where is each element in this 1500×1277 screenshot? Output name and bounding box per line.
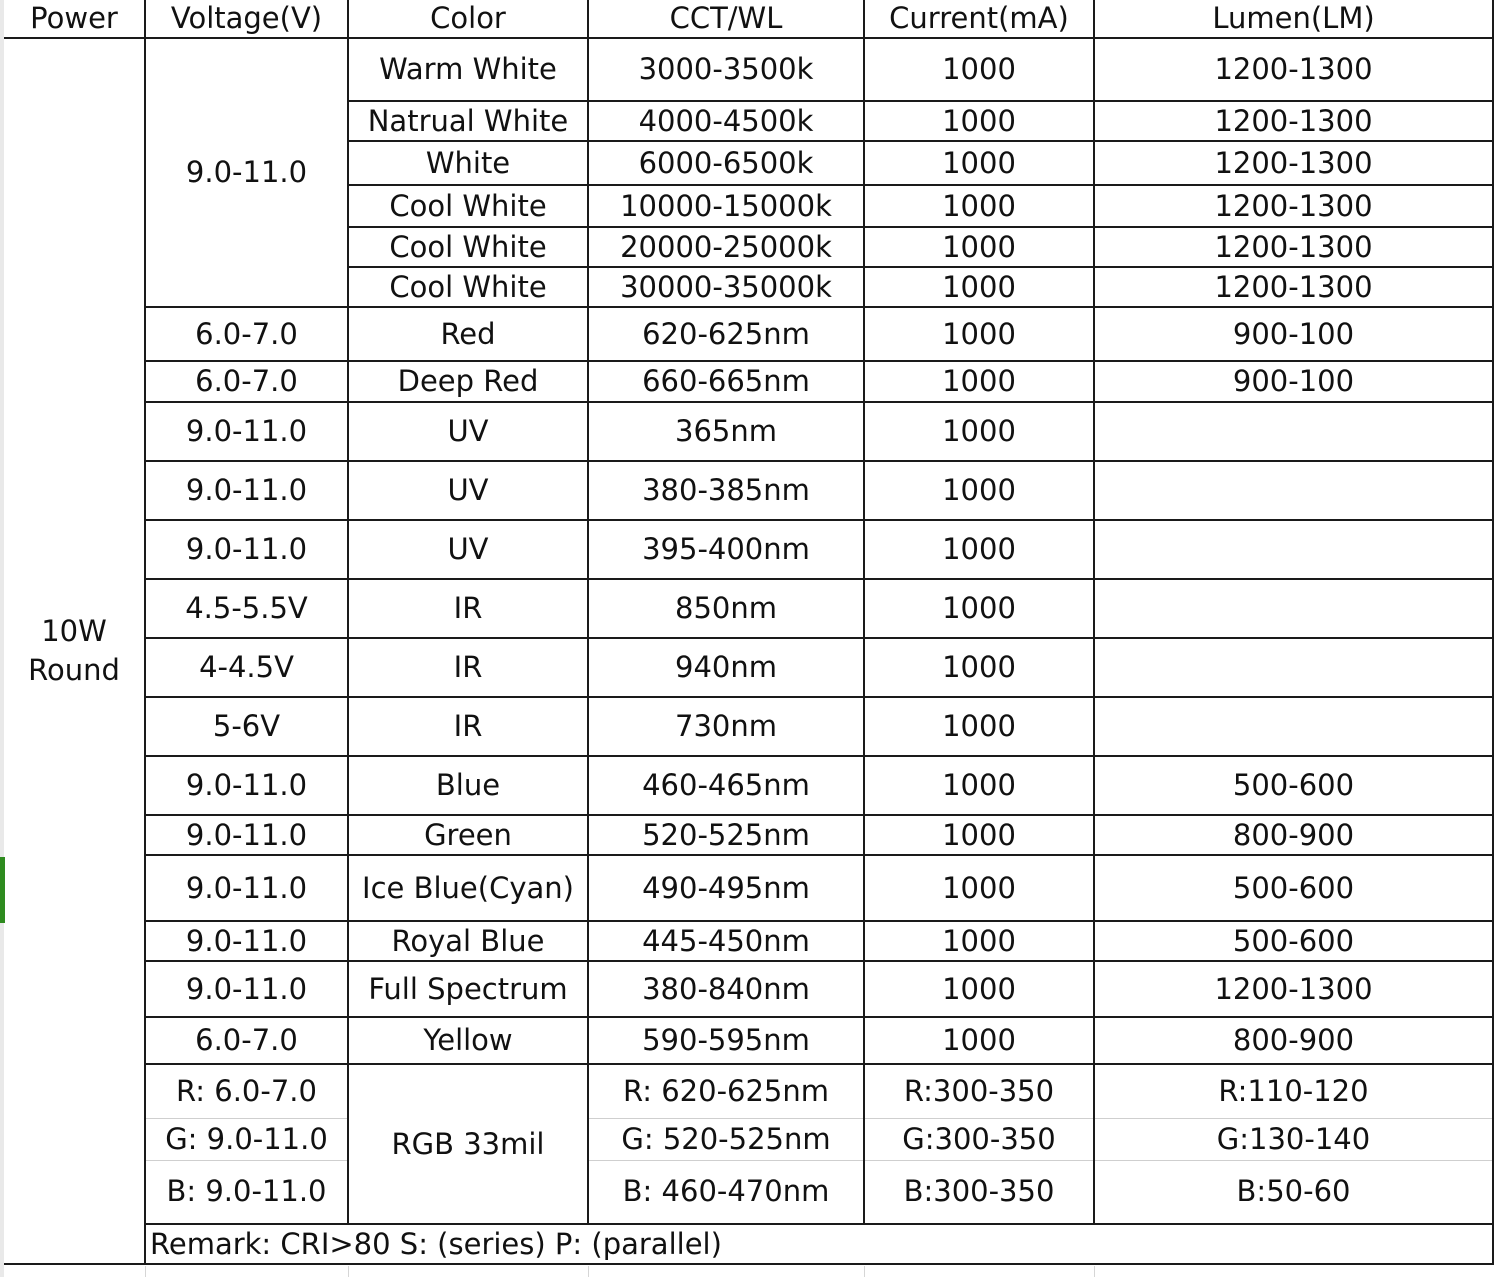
header-cct-wl: CCT/WL: [588, 0, 864, 38]
color-cell: White: [348, 141, 588, 185]
color-cell: Cool White: [348, 227, 588, 267]
lumen-cell: 800-900: [1094, 1017, 1493, 1064]
rgb-lumen-r: R:110-120: [1094, 1064, 1493, 1118]
power-value: 10W: [41, 613, 107, 648]
header-lumen: Lumen(LM): [1094, 0, 1493, 38]
current-cell: 1000: [864, 461, 1094, 520]
current-cell: 1000: [864, 815, 1094, 855]
current-cell: 1000: [864, 579, 1094, 638]
color-cell: Deep Red: [348, 361, 588, 402]
lumen-cell: 800-900: [1094, 815, 1493, 855]
voltage-cell: 6.0-7.0: [145, 361, 348, 402]
current-cell: 1000: [864, 855, 1094, 921]
table-row: [4, 520, 1493, 579]
cct-cell: 460-465nm: [588, 756, 864, 815]
cct-cell: 380-385nm: [588, 461, 864, 520]
current-cell: 1000: [864, 921, 1094, 961]
lumen-cell: 500-600: [1094, 855, 1493, 921]
rgb-row: [4, 1064, 1493, 1118]
rgb-current-g: G:300-350: [864, 1118, 1094, 1160]
table-row: [4, 307, 1493, 361]
table-row: [4, 815, 1493, 855]
gridline: [588, 1266, 589, 1277]
led-spec-table: [4, 0, 1494, 1265]
lumen-cell: 1200-1300: [1094, 101, 1493, 141]
cct-cell: 380-840nm: [588, 961, 864, 1017]
rgb-cct-r: R: 620-625nm: [588, 1064, 864, 1118]
gridline: [145, 1266, 146, 1277]
table-row: [4, 402, 1493, 461]
current-cell: 1000: [864, 756, 1094, 815]
rgb-current-r: R:300-350: [864, 1064, 1094, 1118]
color-cell: UV: [348, 461, 588, 520]
lumen-cell: 1200-1300: [1094, 38, 1493, 101]
voltage-cell: 9.0-11.0: [145, 855, 348, 921]
table-row: [4, 697, 1493, 756]
lumen-cell: 1200-1300: [1094, 961, 1493, 1017]
voltage-cell: 6.0-7.0: [145, 1017, 348, 1064]
table-row: [4, 921, 1493, 961]
voltage-cell: 4.5-5.5V: [145, 579, 348, 638]
gridline: [1094, 1266, 1095, 1277]
current-cell: 1000: [864, 227, 1094, 267]
lumen-cell: 1200-1300: [1094, 141, 1493, 185]
gridline: [348, 1266, 349, 1277]
cct-cell: 520-525nm: [588, 815, 864, 855]
current-cell: 1000: [864, 307, 1094, 361]
lumen-cell: 900-100: [1094, 307, 1493, 361]
current-cell: 1000: [864, 361, 1094, 402]
rgb-color-cell: RGB 33mil: [348, 1064, 588, 1224]
table-row: [4, 638, 1493, 697]
voltage-cell: 9.0-11.0: [145, 815, 348, 855]
rgb-voltage-b: B: 9.0-11.0: [145, 1160, 348, 1224]
table-row: [4, 579, 1493, 638]
voltage-cell: 9.0-11.0: [145, 520, 348, 579]
remark-text: Remark: CRI>80 S: (series) P: (parallel): [145, 1224, 1493, 1264]
current-cell: 1000: [864, 697, 1094, 756]
cct-cell: 850nm: [588, 579, 864, 638]
color-cell: UV: [348, 520, 588, 579]
header-row: [4, 0, 1493, 38]
rgb-lumen-g: G:130-140: [1094, 1118, 1493, 1160]
rgb-row: [4, 1160, 1493, 1224]
table-row: [4, 461, 1493, 520]
cct-cell: 620-625nm: [588, 307, 864, 361]
rgb-cct-g: G: 520-525nm: [588, 1118, 864, 1160]
cct-cell: 6000-6500k: [588, 141, 864, 185]
color-cell: IR: [348, 697, 588, 756]
lumen-cell: 1200-1300: [1094, 267, 1493, 307]
cct-cell: 730nm: [588, 697, 864, 756]
voltage-cell: 9.0-11.0: [145, 756, 348, 815]
current-cell: 1000: [864, 185, 1094, 227]
lumen-cell: [1094, 579, 1493, 638]
color-cell: Royal Blue: [348, 921, 588, 961]
current-cell: 1000: [864, 38, 1094, 101]
cct-cell: 20000-25000k: [588, 227, 864, 267]
color-cell: Red: [348, 307, 588, 361]
color-cell: IR: [348, 638, 588, 697]
table-row: [4, 961, 1493, 1017]
cct-cell: 4000-4500k: [588, 101, 864, 141]
color-cell: Green: [348, 815, 588, 855]
current-cell: 1000: [864, 101, 1094, 141]
voltage-cell: 6.0-7.0: [145, 307, 348, 361]
table-row: [4, 38, 1493, 101]
voltage-cell: 9.0-11.0: [145, 38, 348, 307]
voltage-cell: 9.0-11.0: [145, 461, 348, 520]
current-cell: 1000: [864, 520, 1094, 579]
cct-cell: 660-665nm: [588, 361, 864, 402]
current-cell: 1000: [864, 961, 1094, 1017]
lumen-cell: [1094, 402, 1493, 461]
rgb-lumen-b: B:50-60: [1094, 1160, 1493, 1224]
color-cell: IR: [348, 579, 588, 638]
current-cell: 1000: [864, 141, 1094, 185]
cct-cell: 445-450nm: [588, 921, 864, 961]
voltage-cell: 9.0-11.0: [145, 921, 348, 961]
cct-cell: 30000-35000k: [588, 267, 864, 307]
lumen-cell: [1094, 697, 1493, 756]
lumen-cell: [1094, 520, 1493, 579]
rgb-row: [4, 1118, 1493, 1160]
color-cell: Yellow: [348, 1017, 588, 1064]
table-row: [4, 1017, 1493, 1064]
color-cell: Warm White: [348, 38, 588, 101]
lumen-cell: 500-600: [1094, 756, 1493, 815]
cct-cell: 365nm: [588, 402, 864, 461]
rgb-cct-b: B: 460-470nm: [588, 1160, 864, 1224]
table-row: [4, 361, 1493, 402]
table-row: [4, 855, 1493, 921]
current-cell: 1000: [864, 638, 1094, 697]
current-cell: 1000: [864, 402, 1094, 461]
table-row: [4, 756, 1493, 815]
cct-cell: 940nm: [588, 638, 864, 697]
lumen-cell: 1200-1300: [1094, 185, 1493, 227]
power-cell: [4, 38, 145, 1264]
header-power: Power: [4, 0, 145, 38]
lumen-cell: 500-600: [1094, 921, 1493, 961]
lumen-cell: 1200-1300: [1094, 227, 1493, 267]
header-color: Color: [348, 0, 588, 38]
header-voltage: Voltage(V): [145, 0, 348, 38]
header-current: Current(mA): [864, 0, 1094, 38]
gridline: [864, 1266, 865, 1277]
remark-row: [4, 1224, 1493, 1264]
cct-cell: 490-495nm: [588, 855, 864, 921]
current-cell: 1000: [864, 1017, 1094, 1064]
color-cell: UV: [348, 402, 588, 461]
lumen-cell: [1094, 638, 1493, 697]
rgb-voltage-g: G: 9.0-11.0: [145, 1118, 348, 1160]
voltage-cell: 4-4.5V: [145, 638, 348, 697]
color-cell: Natrual White: [348, 101, 588, 141]
color-cell: Blue: [348, 756, 588, 815]
color-cell: Ice Blue(Cyan): [348, 855, 588, 921]
lumen-cell: 900-100: [1094, 361, 1493, 402]
color-cell: Cool White: [348, 267, 588, 307]
current-cell: 1000: [864, 267, 1094, 307]
cct-cell: 395-400nm: [588, 520, 864, 579]
cct-cell: 3000-3500k: [588, 38, 864, 101]
voltage-cell: 9.0-11.0: [145, 402, 348, 461]
lumen-cell: [1094, 461, 1493, 520]
color-cell: Full Spectrum: [348, 961, 588, 1017]
rgb-voltage-r: R: 6.0-7.0: [145, 1064, 348, 1118]
cct-cell: 590-595nm: [588, 1017, 864, 1064]
voltage-cell: 5-6V: [145, 697, 348, 756]
voltage-cell: 9.0-11.0: [145, 961, 348, 1017]
cct-cell: 10000-15000k: [588, 185, 864, 227]
rgb-current-b: B:300-350: [864, 1160, 1094, 1224]
power-shape: Round: [28, 653, 120, 687]
color-cell: Cool White: [348, 185, 588, 227]
